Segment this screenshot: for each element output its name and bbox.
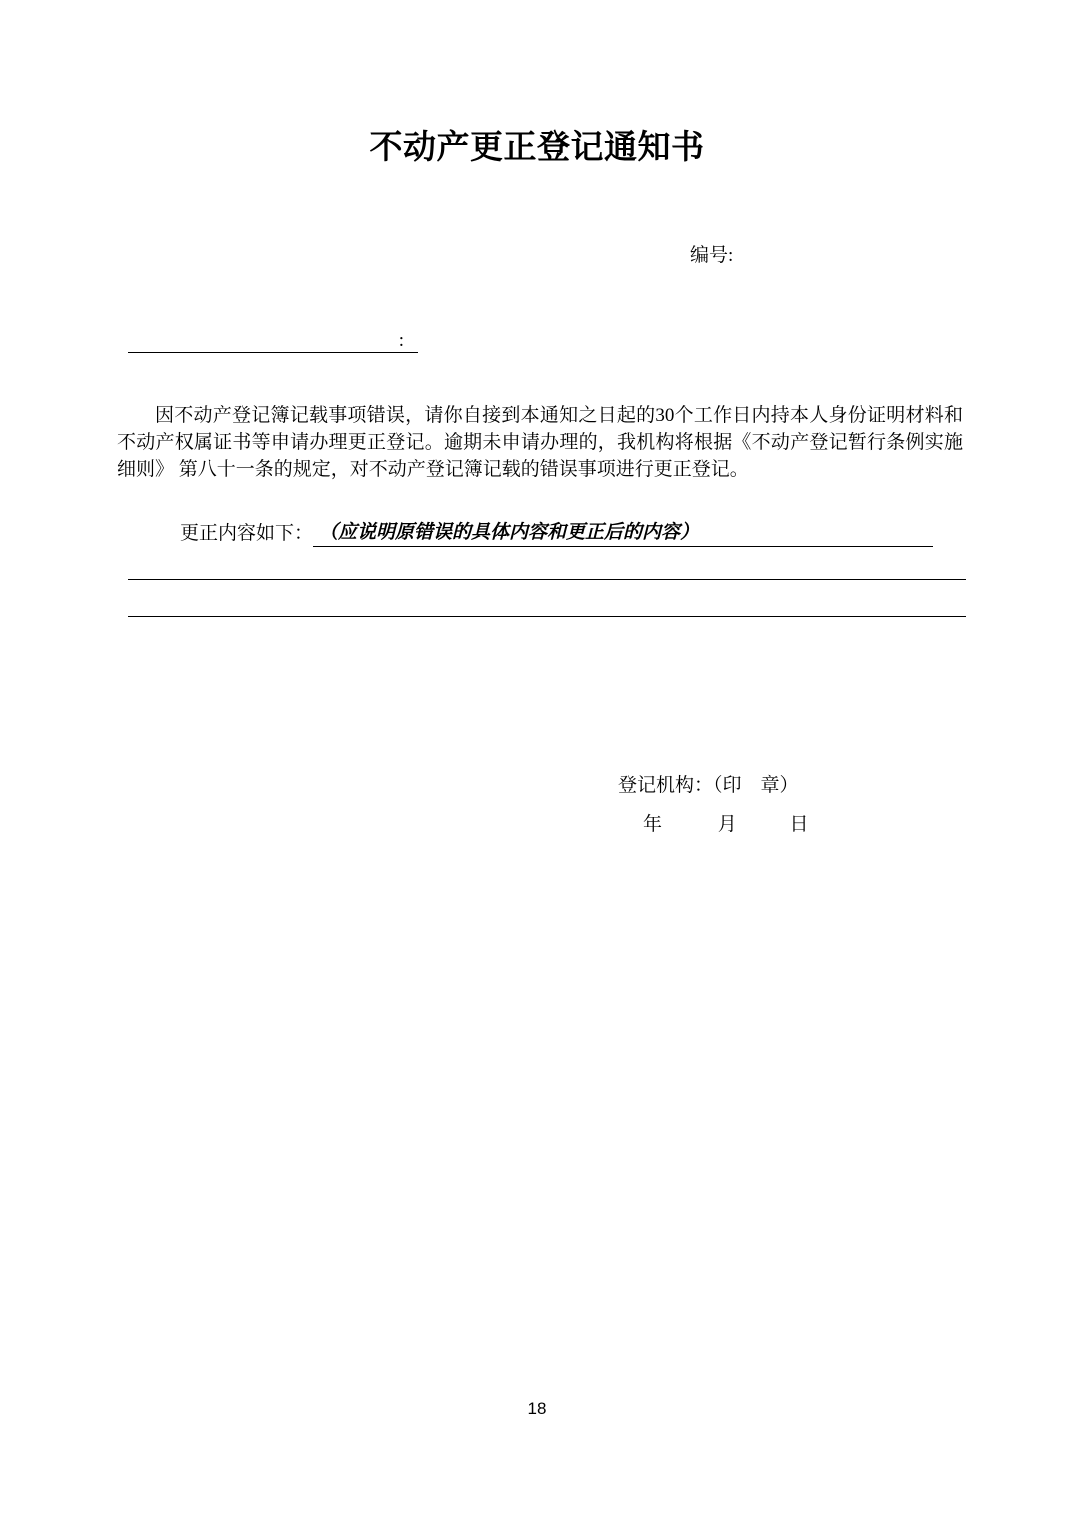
document-title: 不动产更正登记通知书: [369, 130, 705, 166]
correction-blank-line-2: [128, 616, 966, 617]
registration-authority-seal-line: 登记机构：（印 章）: [618, 775, 799, 796]
date-day-label: 日: [789, 814, 809, 835]
date-year-label: 年: [643, 814, 663, 835]
date-line: [643, 812, 809, 838]
addressee-colon: :: [398, 330, 404, 351]
correction-blank-line-1: [128, 579, 966, 580]
correction-hint-blank: （应说明原错误的具体内容和更正后的内容）: [313, 520, 933, 547]
addressee-blank-line: [128, 326, 418, 353]
date-month-label: 月: [717, 814, 737, 835]
serial-number-label: 编号:: [690, 245, 734, 266]
correction-label: 更正内容如下：: [180, 523, 314, 544]
page-number: 18: [527, 1399, 547, 1418]
correction-content-row: [180, 520, 933, 547]
notice-body-paragraph: 因不动产登记簿记载事项错误，请你自接到本通知之日起的30个工作日内持本人身份证明材料和不动产权属证书等申请办理更正登记。逾期未申请办理的，我机构将根据《不动产登记暂行条例实施细则》 第八十一条的规定，对不动产登记簿记载的错误事项进行更正登记。: [117, 405, 963, 480]
